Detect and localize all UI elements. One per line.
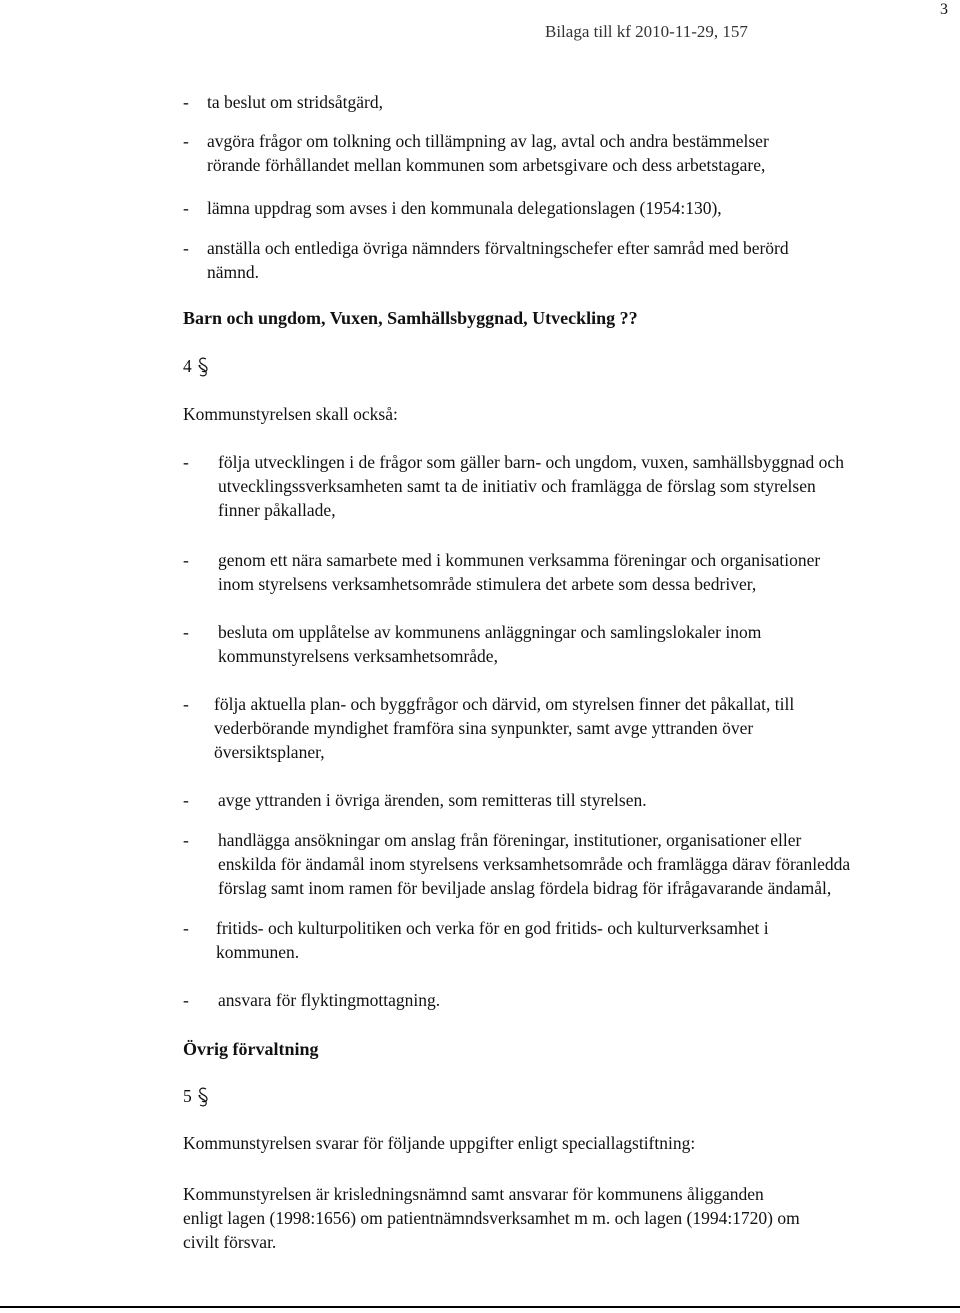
list-dash: - [183,918,189,938]
section-intro: Kommunstyrelsen skall också: [183,404,398,424]
list-item-line: utvecklingssverksamheten samt ta de initiativ och framlägga de förslag som styrelsen [218,476,816,496]
page-number: 3 [940,1,948,18]
list-item-line: ta beslut om stridsåtgärd, [207,92,383,112]
list-item-line: fritids- och kulturpolitiken och verka för en god fritids- och kulturverksamhet i [216,918,769,938]
list-item-line: genom ett nära samarbete med i kommunen verksamma föreningar och organisationer [218,550,821,570]
section-number [183,1084,210,1108]
list-item-line: kommunstyrelsens verksamhetsområde, [218,646,498,666]
list-item-line: översiktsplaner, [214,742,325,762]
list-item-line: följa utvecklingen i de frågor som gäller barn- och ungdom, vuxen, samhällsbyggnad och [218,452,844,472]
paragraph-sign-icon [196,356,210,378]
list-dash: - [183,990,189,1010]
list-item-line: enskilda för ändamål inom styrelsens verksamhetsområde och framlägga därav föranledda [218,854,851,874]
list-item-line: besluta om upplåtelse av kommunens anläggningar och samlingslokaler inom [218,622,762,642]
paragraph-line: enligt lagen (1998:1656) om patientnämndsverksamhet m m. och lagen (1994:1720) om [183,1208,800,1228]
list-dash: - [183,550,189,570]
attachment-reference: Bilaga till kf 2010-11-29, 157 [545,22,748,41]
paragraph-line: Kommunstyrelsen är krisledningsnämnd samt ansvarar för kommunens åligganden [183,1184,764,1204]
list-dash: - [183,198,189,218]
list-item-line: anställa och entlediga övriga nämnders förvaltningschefer efter samråd med berörd [207,238,789,258]
list-dash: - [183,694,189,714]
list-item-line: finner påkallade, [218,500,336,520]
list-dash: - [183,830,189,850]
list-item-line: kommunen. [216,942,300,962]
list-item-line: rörande förhållandet mellan kommunen som arbetsgivare och dess arbetstagare, [207,155,766,175]
list-dash: - [183,452,189,472]
list-dash: - [183,622,189,642]
list-item-line: förslag samt inom ramen för beviljade anslag fördela bidrag för ifrågavarande ändamål, [218,878,832,898]
section-heading: Barn och ungdom, Vuxen, Samhällsbyggnad, Utveckling ?? [183,308,638,328]
section-heading: Övrig förvaltning [183,1039,319,1059]
list-item-line: avge yttranden i övriga ärenden, som remitteras till styrelsen. [218,790,647,810]
list-dash: - [183,131,189,151]
section-number [183,354,210,378]
list-item-line: lämna uppdrag som avses i den kommunala delegationslagen (1954:130), [207,198,722,218]
section-number-value: 4 [183,356,192,376]
section-intro: Kommunstyrelsen svarar för följande uppgifter enligt speciallagstiftning: [183,1133,696,1153]
bottom-border [0,1306,960,1308]
list-item-line: följa aktuella plan- och byggfrågor och därvid, om styrelsen finner det påkallat, till [214,694,795,714]
list-item-line: inom styrelsens verksamhetsområde stimulera det arbete som dessa bedriver, [218,574,757,594]
list-item-line: handlägga ansökningar om anslag från föreningar, institutioner, organisationer eller [218,830,802,850]
list-dash: - [183,92,189,112]
list-item-line: vederbörande myndighet framföra sina synpunkter, samt avge yttranden över [214,718,754,738]
list-dash: - [183,790,189,810]
paragraph-sign-icon [196,1086,210,1108]
paragraph-line: civilt försvar. [183,1232,277,1252]
list-item-line: avgöra frågor om tolkning och tillämpning av lag, avtal och andra bestämmelser [207,131,769,151]
list-item-line: ansvara för flyktingmottagning. [218,990,441,1010]
list-item-line: nämnd. [207,262,260,282]
section-number-value: 5 [183,1086,192,1106]
list-dash: - [183,238,189,258]
